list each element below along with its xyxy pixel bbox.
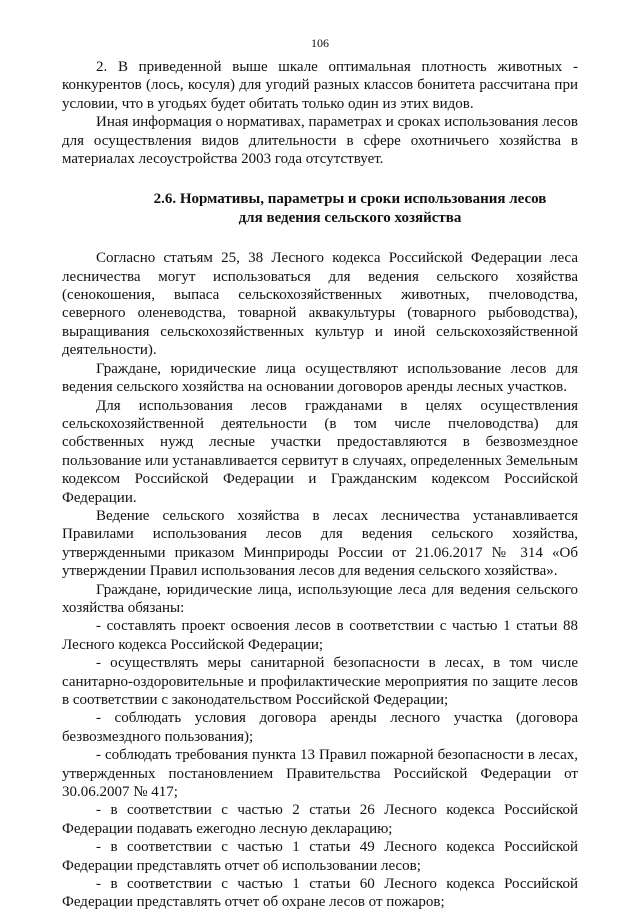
section-heading-line: 2.6. Нормативы, параметры и сроки использования лесов [153,191,547,208]
intro-paragraph: Иная информация о нормативах, параметрах и сроках использования лесов для осуществления видов длительности в сфере охотничьего хозяйства в материалах лесоустройства 2003 года отсутствует. [62,114,578,168]
obligation-item: - в соответствии с частью 2 статьи 26 Лесного кодекса Российской Федерации подавать ежегодно лесную декларацию; [62,802,578,837]
obligation-item: - осуществлять меры санитарной безопасности в лесах, в том числе санитарно-оздоровительные и профилактические мероприятия по защите лесов в соответствии с законодательством Российской Федерации; [62,655,578,708]
obligation-item: - составлять проект освоения лесов в соответствии с частью 1 статьи 88 Лесного кодекса Российской Федерации; [62,618,578,653]
section-heading [62,190,578,227]
intro-paragraph: 2. В приведенной выше шкале оптимальная плотность животных - конкурентов (лось, косуля) для угодий разных классов бонитета рассчитана при условии, что в угодьях будет обитать только один из этих видов. [62,59,578,112]
obligation-item: - соблюдать условия договора аренды лесного участка (договора безвозмездного пользования); [62,710,578,745]
body-paragraph: Для использования лесов гражданами в целях осуществления сельскохозяйственной деятельности (в том числе пчеловодства) для собственных нужд лесные участки предоставляются в безвозмездное пользование или устанавливается сервитут в случаях, определенных Земельным кодексом Российской Федерации и Гражданским кодексом Российской Федерации. [62,397,578,506]
page-content [62,58,578,912]
body-paragraph: Согласно статьям 25, 38 Лесного кодекса Российской Федерации леса лесничества могут использоваться для ведения сельского хозяйства (сенокошения, выпаса сельскохозяйственных животных, пчеловодства, северного оленеводства, товарной аквакультуры (товарного рыбоводства), выращивания сельскохозяйственных культур и иной сельскохозяйственной деятельности). [62,250,578,359]
section-heading-line: для ведения сельского хозяйства [238,209,462,226]
page-number: 106 [311,36,329,50]
obligation-item: - соблюдать требования пункта 13 Правил пожарной безопасности в лесах, утвержденных постановлением Правительства Российской Федерации от 30.06.2007 № 417; [62,747,578,801]
body-paragraph: Граждане, юридические лица, использующие леса для ведения сельского хозяйства обязаны: [62,581,578,616]
obligation-item: - в соответствии с частью 1 статьи 60 Лесного кодекса Российской Федерации представлять отчет об охране лесов от пожаров; [62,876,578,911]
body-paragraph: Граждане, юридические лица осуществляют использование лесов для ведения сельского хозяйства на основании договоров аренды лесных участков. [62,360,578,396]
body-paragraph: Ведение сельского хозяйства в лесах лесничества устанавливается Правилами использования лесов для ведения сельского хозяйства, утвержденными приказом Минприроды России от 21.06.2017 № 314 «Об утверждении Правил использования лесов для ведения сельского хозяйства». [62,507,578,580]
obligation-item: - в соответствии с частью 1 статьи 49 Лесного кодекса Российской Федерации представлять отчет об использовании лесов; [62,839,578,874]
